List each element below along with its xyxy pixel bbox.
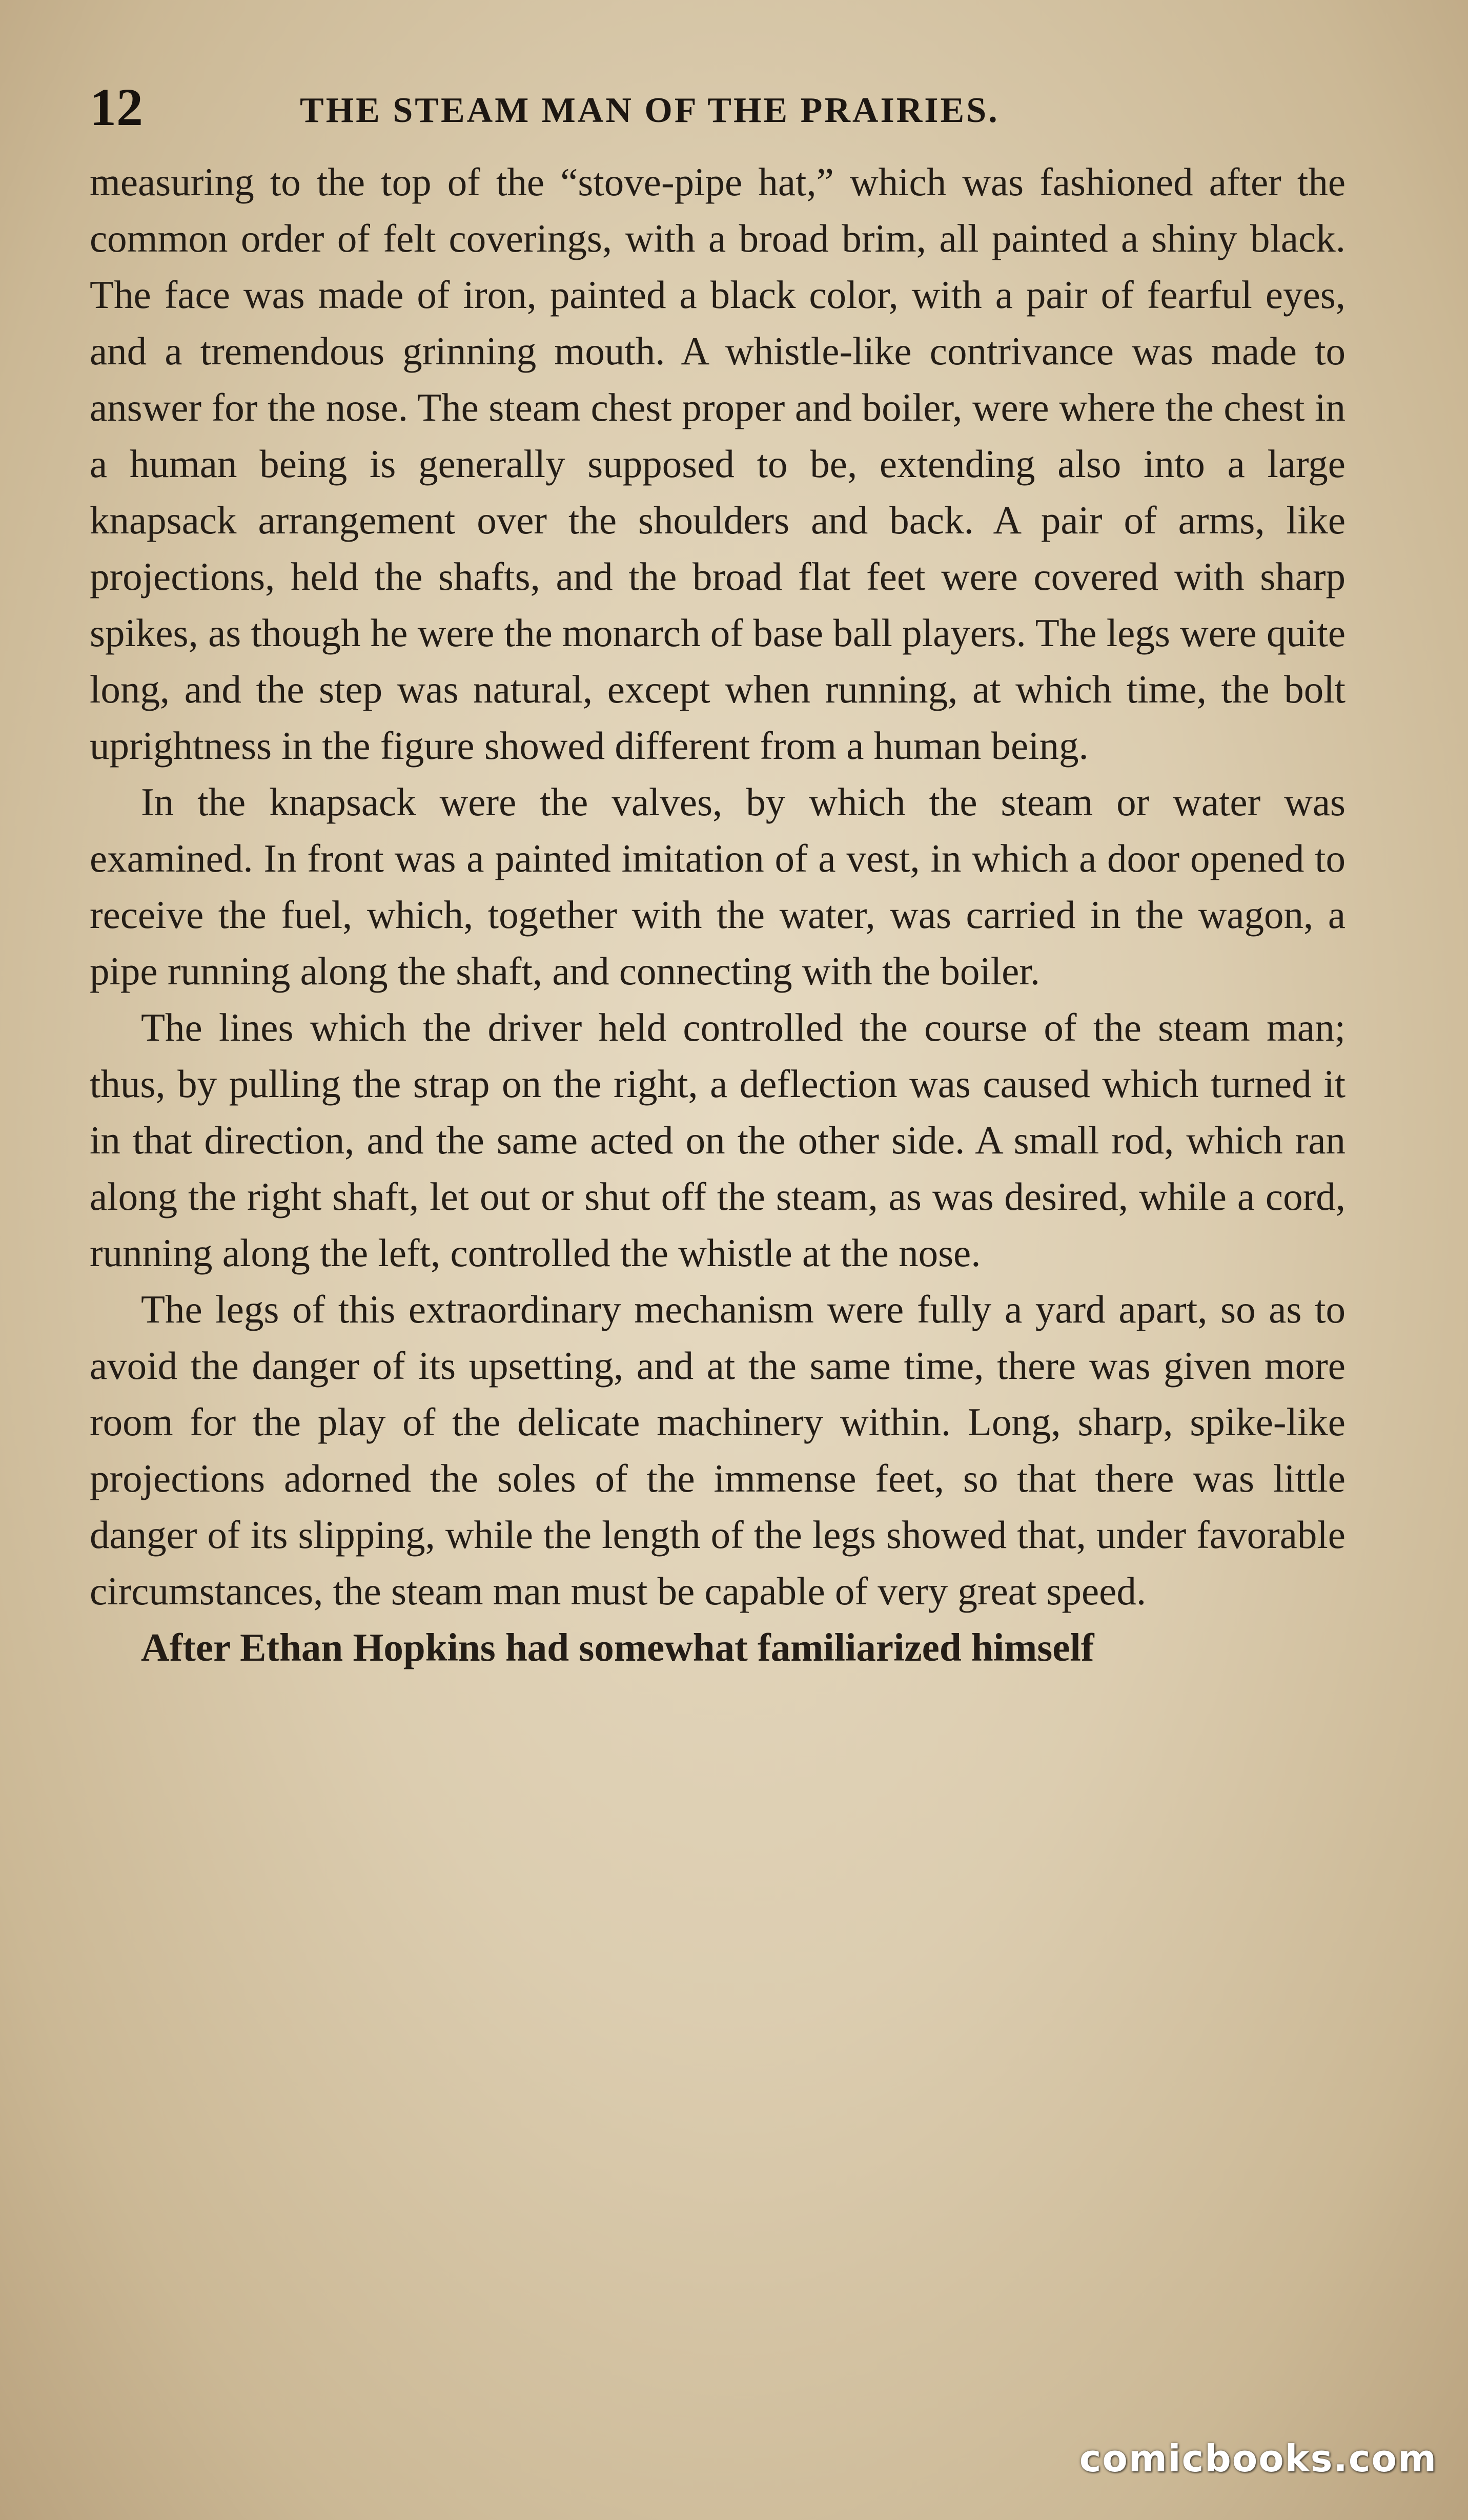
paragraph: The legs of this extraordinary mechanism were fully a yard apart, so as to avoid the danger of its upsetting, and at the same time, there was given more room for the play of the delicate machinery within. Long, sharp, spike-like projections adorned the soles of the immense feet, so that there was little danger of its slipping, while the length of the legs showed that, under favorable circumstances, the steam man must be capable of very great speed. bbox=[90, 1287, 1345, 1613]
paragraph: In the knapsack were the valves, by which the steam or water was examined. In front was a painted imitation of a vest, in which a door opened to receive the fuel, which, together with the water, was carried in the wagon, a pipe running along the shaft, and connecting with the boiler. bbox=[90, 780, 1345, 993]
paragraph: The lines which the driver held controlled the course of the steam man; thus, by pulling the strap on the right, a deflection was caused which turned it in that direction, and the same acted on the other side. A small rod, which ran along the right shaft, let out or shut off the steam, as was desired, while a cord, running along the left, controlled the whistle at the nose. bbox=[90, 1005, 1345, 1275]
running-title: THE STEAM MAN OF THE PRAIRIES. bbox=[300, 91, 1000, 130]
watermark-logo: comicbooks.com bbox=[1079, 2437, 1437, 2480]
paragraph: measuring to the top of the “stove-pipe hat,” which was fashioned after the common order of felt coverings, with a broad brim, all painted a shiny black. The face was made of iron, painted a black color, with a pair of fearful eyes, and a tremendous grinning mouth. A whistle-like contrivance was made to answer for the nose. The steam chest proper and boiler, were where the chest in a human being is generally supposed to be, extending also into a large knapsack arrangement over the shoulders and back. A pair of arms, like projections, held the shafts, and the broad flat feet were covered with sharp spikes, as though he were the monarch of base ball players. The legs were quite long, and the step was natural, except when running, at which time, the bolt uprightness in the figure showed different from a human being. bbox=[90, 160, 1345, 768]
page-header bbox=[90, 77, 1356, 138]
page-number: 12 bbox=[90, 78, 143, 137]
paragraph: After Ethan Hopkins had somewhat familiarized himself bbox=[141, 1625, 1094, 1669]
body-text bbox=[90, 154, 1345, 1676]
